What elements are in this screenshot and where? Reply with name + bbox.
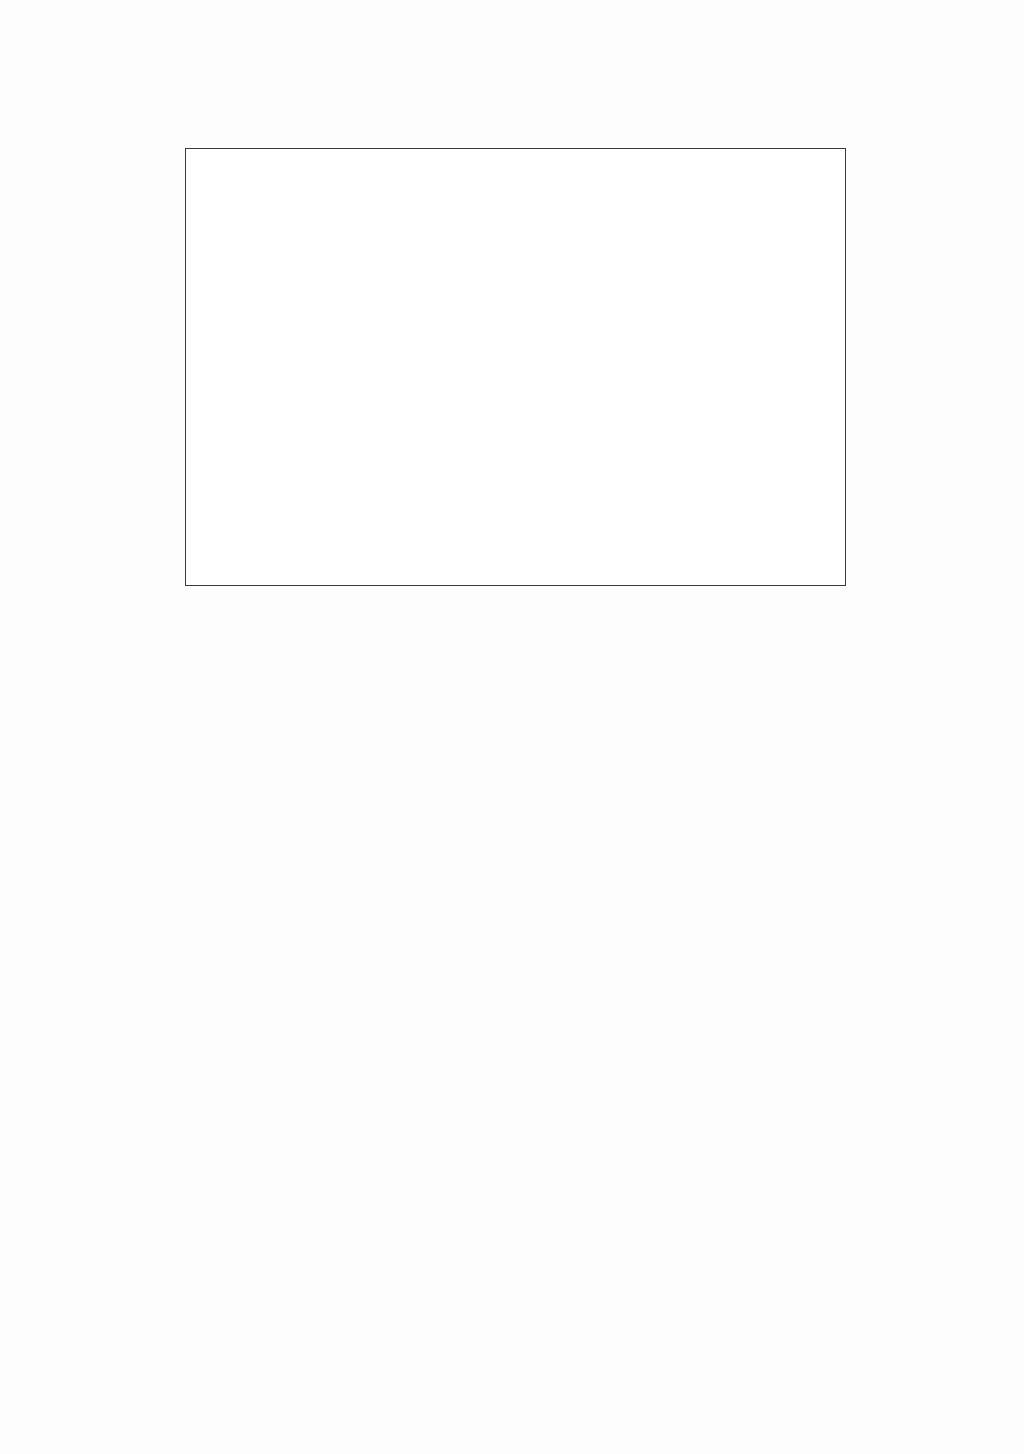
chart-frame	[185, 148, 846, 586]
